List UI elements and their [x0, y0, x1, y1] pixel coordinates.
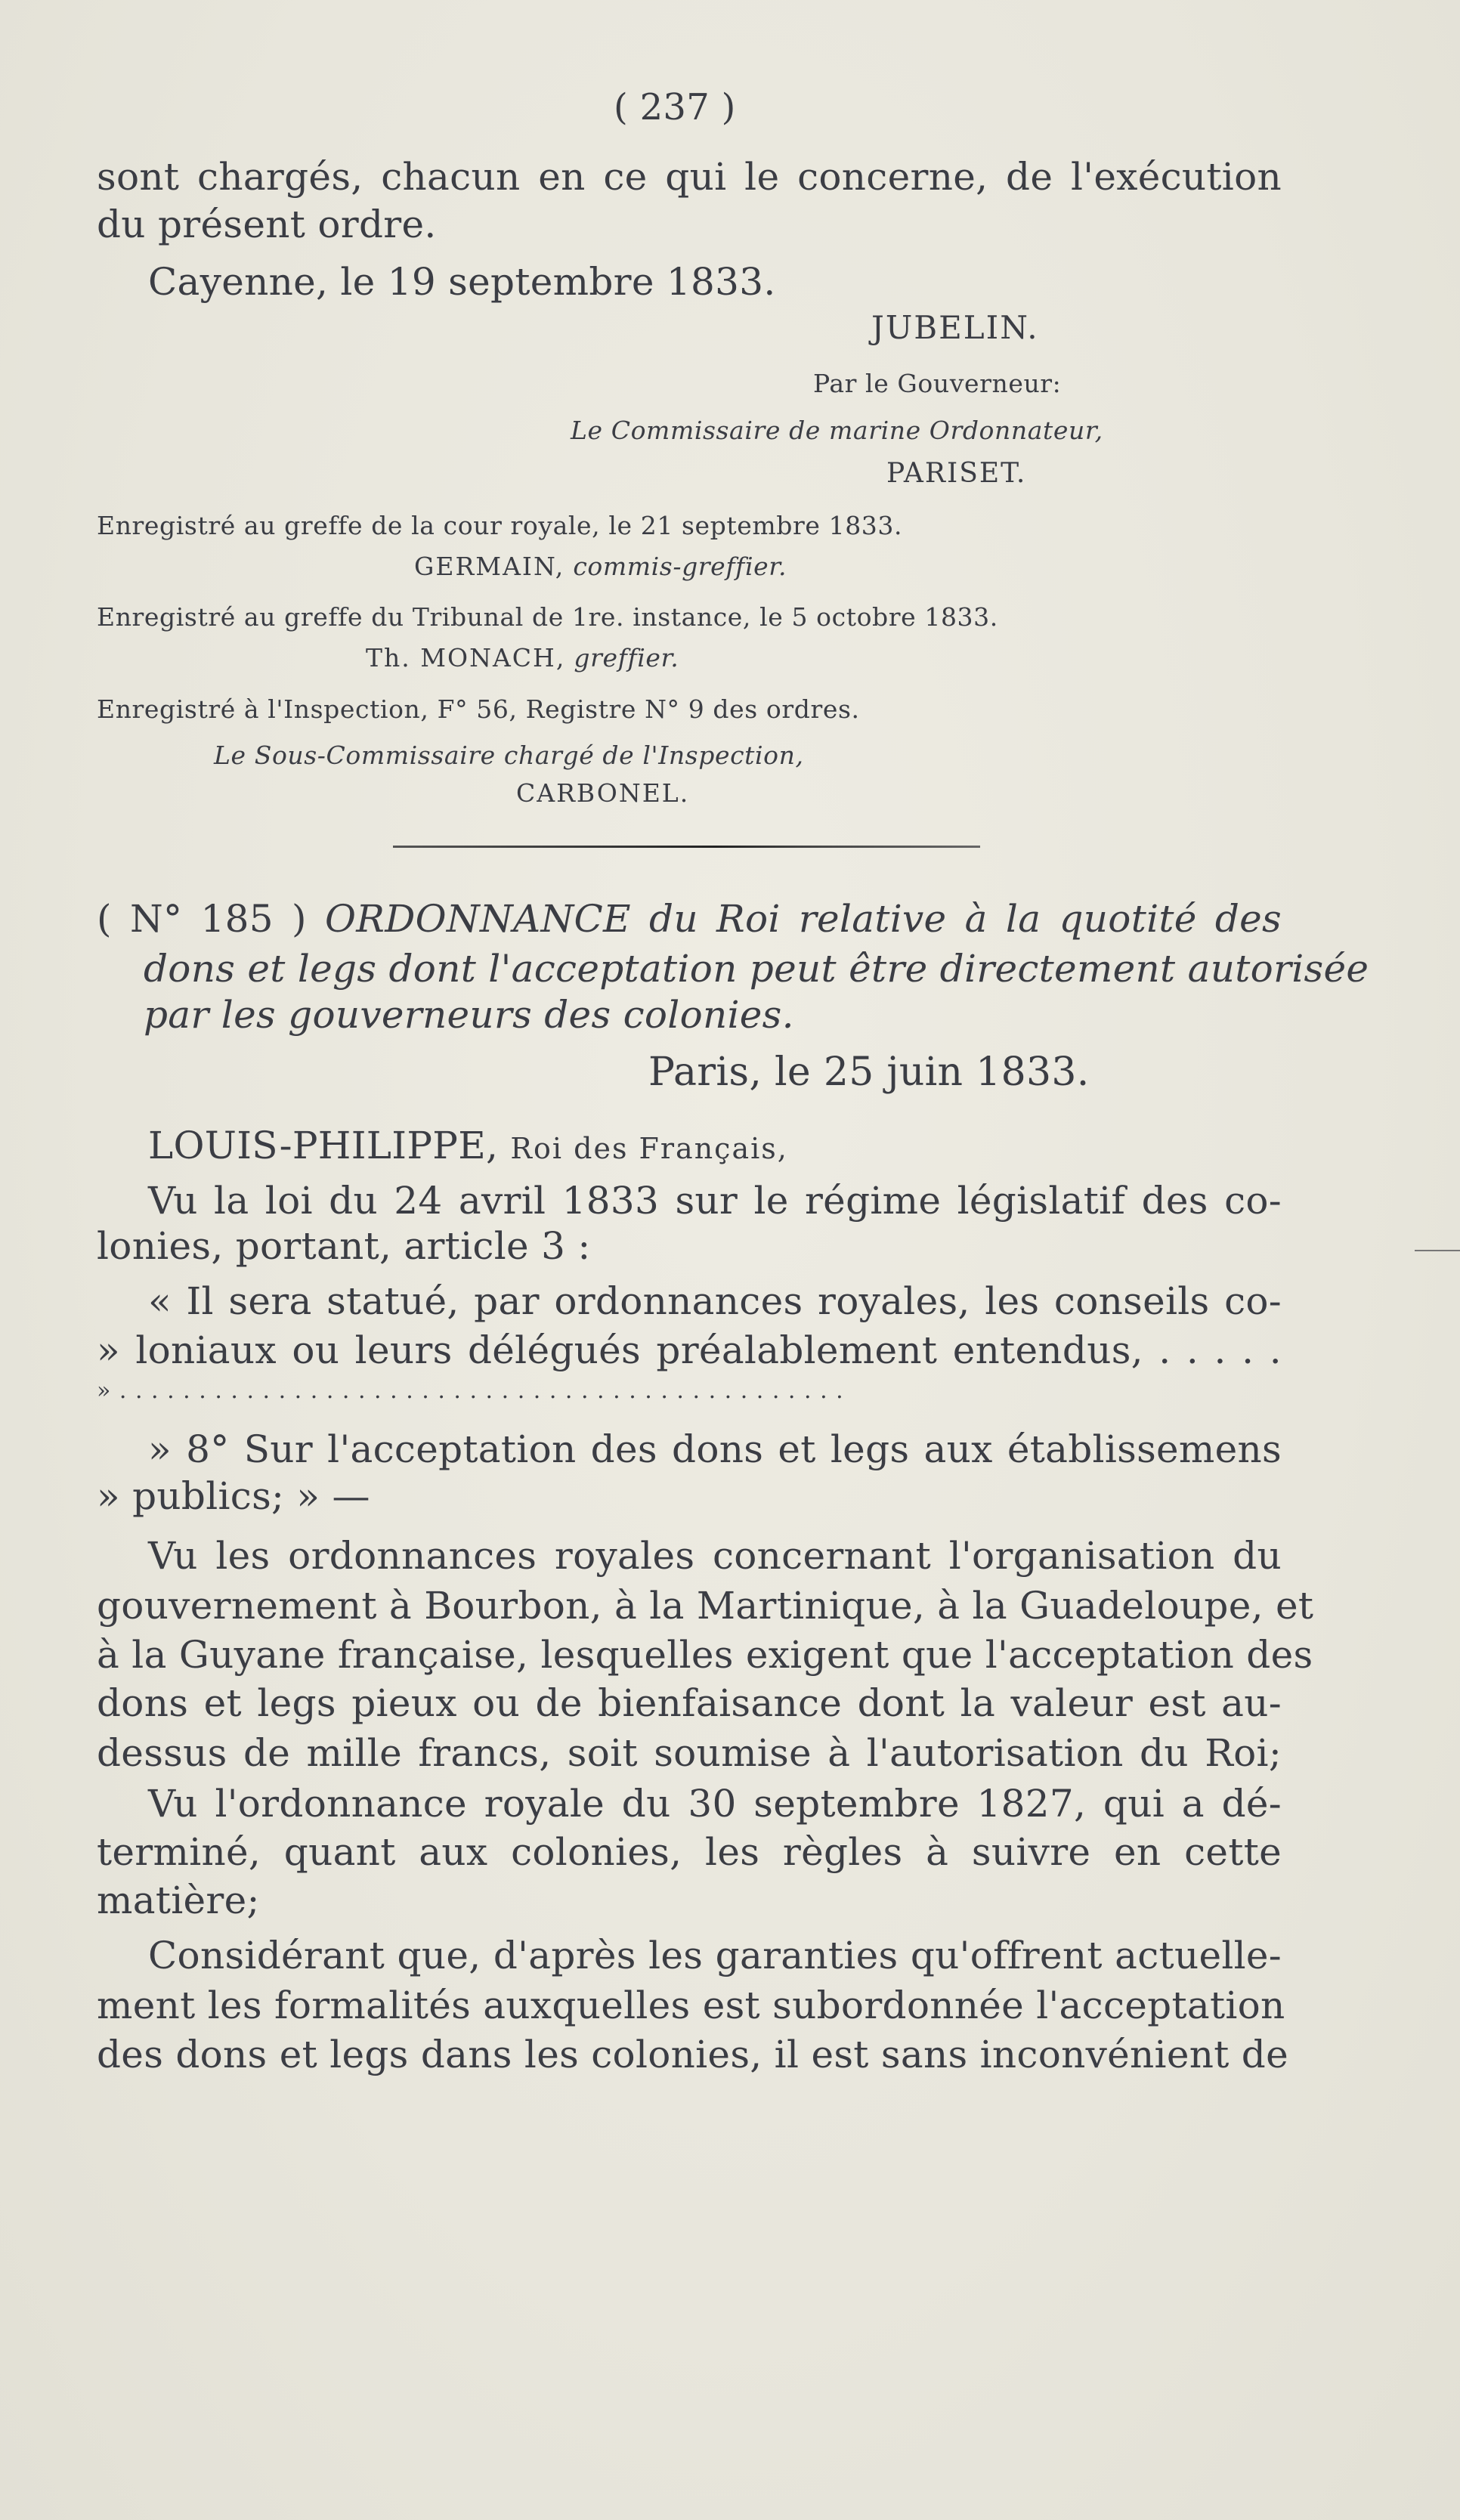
body-line-8: Vu les ordonnances royales concernant l'organisation du	[148, 1534, 1282, 1578]
body-line-14: terminé, quant aux colonies, les règles à suivre en cette	[97, 1830, 1282, 1874]
king-line	[148, 1124, 788, 1167]
registration-title-2: greffier.	[574, 643, 679, 673]
body-line-17: ment les formalités auxquelles est subordonnée l'acceptation	[97, 1984, 1285, 2027]
top-line-2: du présent ordre.	[97, 203, 437, 246]
body-line-2: lonies, portant, article 3 :	[97, 1224, 591, 1268]
ordonnance-heading-3: par les gouverneurs des colonies.	[144, 993, 794, 1037]
ordonnance-heading-1	[97, 897, 1282, 941]
body-line-16: Considérant que, d'après les garanties qu'offrent actuelle-	[148, 1934, 1282, 1977]
registration-signer-2: Th. MONACH,	[366, 643, 566, 673]
body-line-10: à la Guyane française, lesquelles exigent que l'acceptation des	[97, 1633, 1313, 1677]
registration-line-1: Enregistré au greffe de la cour royale, le 21 septembre 1833.	[97, 511, 903, 540]
commissaire-role: Le Commissaire de marine Ordonnateur,	[571, 416, 1103, 445]
registration-title-1: commis-greffier.	[573, 552, 787, 581]
registration-sign-1	[414, 554, 787, 579]
body-line-4: » loniaux ou leurs délégués préalablement entendus, . . . . .	[97, 1328, 1282, 1372]
body-line-3: « Il sera statué, par ordonnances royales, les conseils co-	[148, 1279, 1282, 1323]
body-line-7: » publics; » —	[97, 1474, 370, 1518]
body-line-12: dessus de mille francs, soit soumise à l'autorisation du Roi;	[97, 1731, 1282, 1775]
ordonnance-number: ( N° 185 )	[97, 897, 307, 941]
body-line-15: matière;	[97, 1878, 260, 1922]
signer-jubelin: JUBELIN.	[871, 309, 1039, 346]
by-governor: Par le Gouverneur:	[813, 369, 1062, 398]
signer-pariset: PARISET.	[886, 458, 1027, 489]
body-line-6: » 8° Sur l'acceptation des dons et legs aux établissemens	[148, 1427, 1282, 1471]
body-line-1: Vu la loi du 24 avril 1833 sur le régime législatif des co-	[148, 1179, 1282, 1223]
registration-title-3: CARBONEL.	[516, 778, 690, 808]
king-name: LOUIS-PHILIPPE,	[148, 1124, 499, 1167]
ordonnance-date: Paris, le 25 juin 1833.	[648, 1050, 1090, 1095]
section-divider	[393, 846, 980, 848]
registration-sign-2	[366, 643, 679, 673]
registration-signer-1: GERMAIN,	[414, 552, 565, 581]
registration-line-2: Enregistré au greffe du Tribunal de 1re. instance, le 5 octobre 1833.	[97, 602, 998, 632]
body-line-9: gouvernement à Bourbon, à la Martinique, à la Guadeloupe, et	[97, 1584, 1314, 1628]
margin-mark	[1415, 1250, 1460, 1251]
registration-sign-3: Le Sous-Commissaire chargé de l'Inspection,	[214, 741, 804, 770]
ordonnance-title: ORDONNANCE du Roi relative à la quotité des	[325, 897, 1282, 941]
body-line-5-dots: » . . . . . . . . . . . . . . . . . . . . . . . . . . . . . . . . . . . . . . . . . . . . . .	[97, 1377, 844, 1404]
body-line-11: dons et legs pieux ou de bienfaisance dont la valeur est au-	[97, 1681, 1282, 1725]
ordonnance-heading-2: dons et legs dont l'acceptation peut être directement autorisée	[144, 947, 1369, 991]
page-number: ( 237 )	[614, 86, 736, 128]
body-line-13: Vu l'ordonnance royale du 30 septembre 1827, qui a dé-	[148, 1782, 1282, 1826]
top-line-1: sont chargés, chacun en ce qui le concerne, de l'exécution	[97, 155, 1282, 199]
place-date: Cayenne, le 19 septembre 1833.	[148, 260, 776, 304]
king-title: Roi des Français,	[510, 1132, 788, 1165]
registration-line-3: Enregistré à l'Inspection, F° 56, Registre N° 9 des ordres.	[97, 694, 860, 724]
body-line-18: des dons et legs dans les colonies, il est sans inconvénient de	[97, 2033, 1289, 2076]
